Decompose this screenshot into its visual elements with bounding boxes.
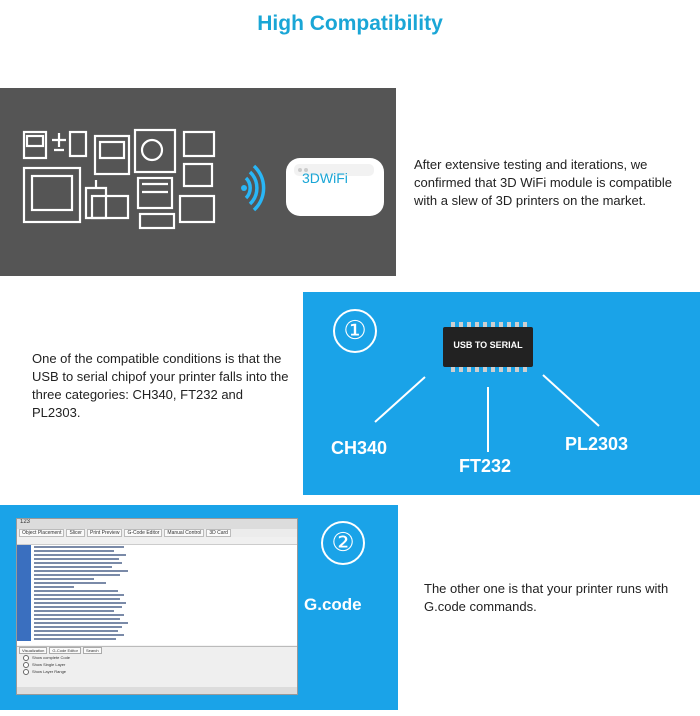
- radio-icon: [23, 669, 29, 675]
- tab-print-preview[interactable]: Print Preview: [87, 529, 122, 537]
- usb-serial-panel: [303, 292, 700, 495]
- window-title: 123: [17, 519, 297, 529]
- tab-visualization[interactable]: Visualization: [19, 647, 47, 654]
- wifi-signal-icon: [241, 166, 264, 210]
- window-toolbar: [17, 537, 297, 545]
- printer-icon: [184, 164, 212, 186]
- printer-icon: [180, 196, 214, 222]
- printer-compatibility-panel: [0, 88, 396, 276]
- device-label: 3DWiFi: [302, 170, 348, 186]
- radio-icon: [23, 662, 29, 668]
- 3dwifi-device-icon: [286, 158, 384, 216]
- tab-gcode-editor-bottom[interactable]: G-Code Editor: [49, 647, 81, 654]
- option-show-layer-range[interactable]: Show Layer Range: [17, 668, 297, 675]
- tab-gcode-editor[interactable]: G-Code Editor: [124, 529, 162, 537]
- tab-slicer[interactable]: Slicer: [66, 529, 85, 537]
- gcode-description: The other one is that your printer runs with G.code commands.: [424, 581, 669, 614]
- step-number-1: ①: [333, 309, 377, 353]
- tab-object-placement[interactable]: Object Placement: [19, 529, 64, 537]
- radio-icon: [23, 655, 29, 661]
- usb-serial-description: One of the compatible conditions is that the USB to serial chipof your printer falls into the three categories: CH340, FT232 and PL2303.: [32, 351, 289, 420]
- status-bar: [17, 687, 298, 694]
- printer-icon: [70, 132, 86, 156]
- printer-icon: [86, 180, 106, 218]
- window-tabs: [17, 529, 297, 537]
- chip-pl2303: PL2303: [565, 434, 629, 454]
- connector-line: [543, 375, 599, 426]
- option-show-complete-code[interactable]: Show complete Code: [17, 654, 297, 661]
- option-show-single-layer[interactable]: Show Single Layer: [17, 661, 297, 668]
- page-title: High Compatibility: [257, 12, 443, 35]
- gcode-label: G.code: [304, 595, 362, 614]
- slicer-software-window: [16, 518, 298, 695]
- gcode-editor-area[interactable]: [17, 545, 297, 645]
- tab-manual-control[interactable]: Manual Control: [164, 529, 204, 537]
- tab-3d-card[interactable]: 3D Card: [206, 529, 231, 537]
- chip-ft232: FT232: [459, 456, 512, 476]
- connector-line: [375, 377, 425, 422]
- compatibility-description: After extensive testing and iterations, we confirmed that 3D WiFi module is compatible with a slew of 3D printers on the market.: [414, 157, 672, 208]
- tab-search[interactable]: Search: [83, 647, 102, 654]
- step-number-2: ②: [321, 521, 365, 565]
- chip-ch340: CH340: [331, 438, 388, 458]
- extruder-icon: [52, 133, 66, 150]
- chip-label: USB TO SERIAL: [453, 340, 523, 350]
- printer-icon: [184, 132, 214, 156]
